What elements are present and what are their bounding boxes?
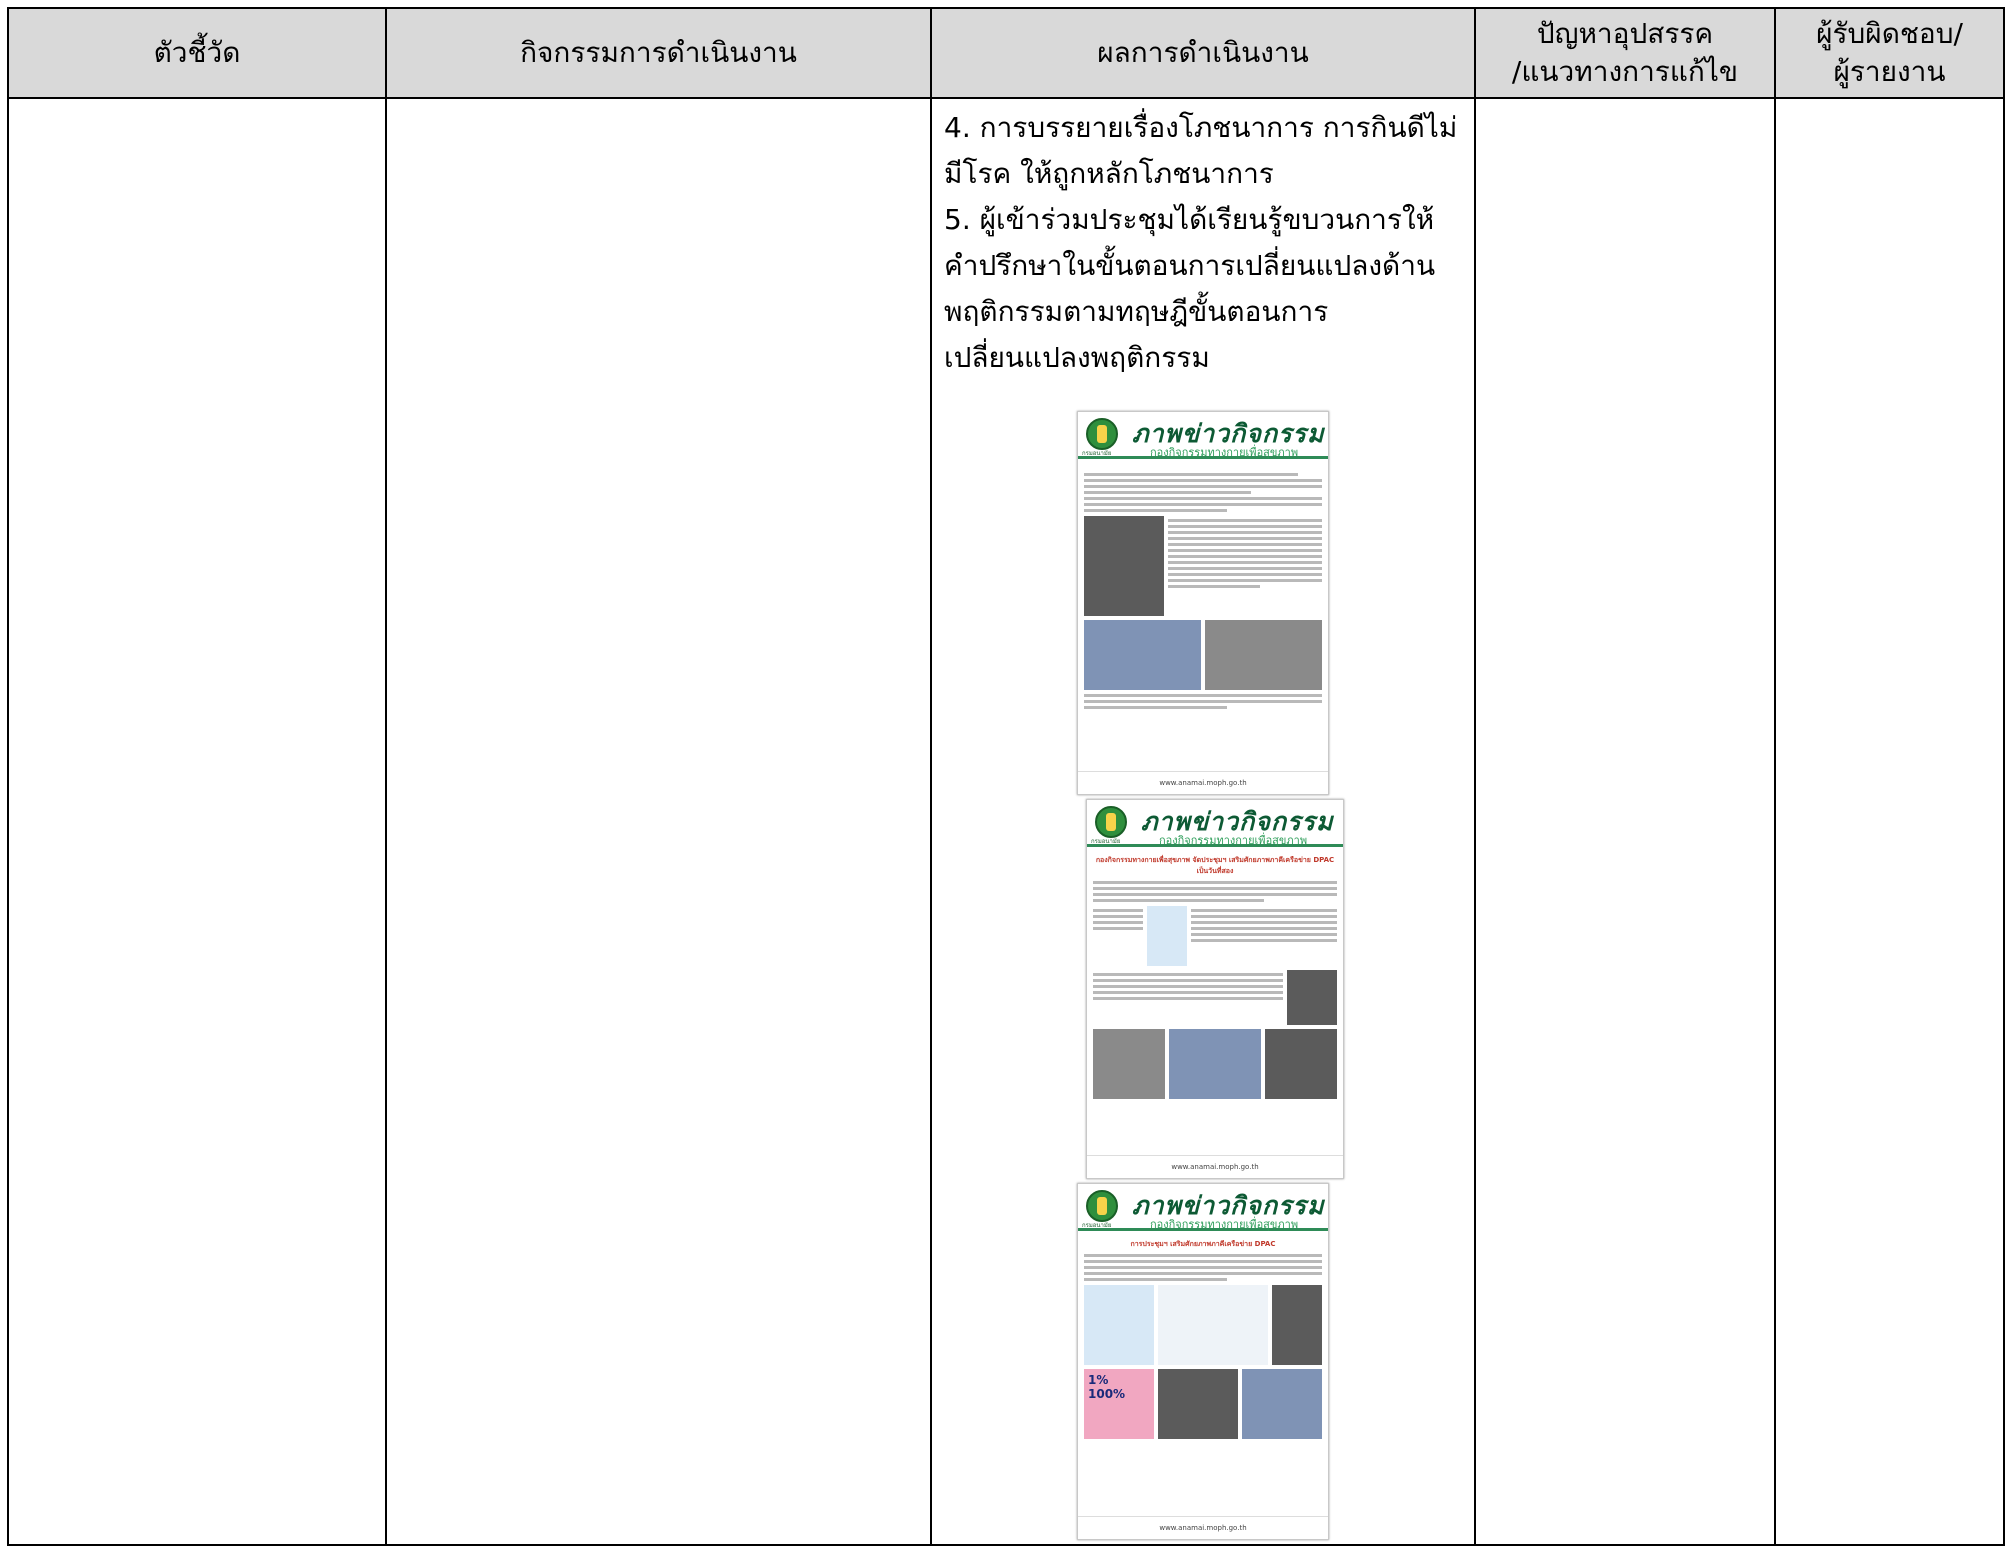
department-logo-icon bbox=[1086, 1190, 1118, 1222]
newsletter-website: www.anamai.moph.go.th bbox=[1078, 1516, 1328, 1539]
newsletter-subtitle: กองกิจกรรมทางกายเพื่อสุขภาพ bbox=[1159, 834, 1308, 847]
header-row bbox=[8, 8, 2004, 98]
newsletter-header bbox=[1078, 1184, 1328, 1231]
results-text bbox=[932, 99, 1474, 381]
header-results: ผลการดำเนินงาน bbox=[931, 8, 1475, 98]
results-line: 4. การบรรยายเรื่องโภชนาการ การกินดีไม่ bbox=[944, 111, 1458, 144]
diagram-image bbox=[1158, 1285, 1268, 1365]
header-responsible-line2: ผู้รายงาน bbox=[1833, 55, 1946, 88]
group-photo bbox=[1158, 1369, 1238, 1439]
newsletter-image-2 bbox=[1086, 799, 1344, 1179]
results-line: มีโรค ให้ถูกหลักโภชนาการ bbox=[944, 157, 1274, 190]
department-logo-icon bbox=[1095, 806, 1127, 838]
promo-percent: 1% bbox=[1088, 1373, 1109, 1387]
newsletter-header bbox=[1078, 412, 1328, 459]
cell-responsible bbox=[1775, 98, 2004, 1545]
newsletter-images bbox=[932, 411, 1474, 1544]
cell-results bbox=[931, 98, 1475, 1545]
group-photo bbox=[1169, 1029, 1262, 1099]
results-line: พฤติกรรมตามทฤษฎีขั้นตอนการ bbox=[944, 295, 1329, 328]
header-responsible-line1: ผู้รับผิดชอบ/ bbox=[1816, 17, 1963, 50]
newsletter-dept: กรมอนามัย bbox=[1082, 450, 1112, 457]
group-photo bbox=[1205, 620, 1322, 690]
header-activities: กิจกรรมการดำเนินงาน bbox=[386, 8, 931, 98]
header-problems-line2: /แนวทางการแก้ไข bbox=[1511, 55, 1739, 88]
newsletter-subtitle: กองกิจกรรมทางกายเพื่อสุขภาพ bbox=[1150, 446, 1299, 459]
newsletter-header bbox=[1087, 800, 1343, 847]
results-line: 5. ผู้เข้าร่วมประชุมได้เรียนรู้ขบวนการให้ bbox=[944, 203, 1435, 236]
results-line: คำปรึกษาในขั้นตอนการเปลี่ยนแปลงด้าน bbox=[944, 249, 1436, 282]
newsletter-image-3 bbox=[1077, 1183, 1329, 1540]
newsletter-title: ภาพข่าวกิจกรรม bbox=[1132, 419, 1325, 448]
newsletter-headline: กองกิจกรรมทางกายเพื่อสุขภาพ จัดประชุมฯ เสริมศักยภาพภาคีเครือข่าย DPAC เป็นวันที่สอง bbox=[1095, 856, 1335, 875]
speaker-photo bbox=[1147, 906, 1187, 966]
cell-problems bbox=[1475, 98, 1775, 1545]
group-photo bbox=[1265, 1029, 1337, 1099]
newsletter-dept: กรมอนามัย bbox=[1091, 838, 1121, 845]
newsletter-image-1 bbox=[1077, 411, 1329, 795]
cell-indicator bbox=[8, 98, 386, 1545]
newsletter-dept: กรมอนามัย bbox=[1082, 1222, 1112, 1229]
department-logo-icon bbox=[1086, 418, 1118, 450]
newsletter-headline: การประชุมฯ เสริมศักยภาพภาคีเครือข่าย DPAC bbox=[1130, 1240, 1276, 1248]
group-photo bbox=[1084, 620, 1201, 690]
header-problems bbox=[1475, 8, 1775, 98]
promo-percent-100: 100% bbox=[1088, 1387, 1126, 1401]
table-row bbox=[8, 98, 2004, 1545]
group-photo bbox=[1242, 1369, 1322, 1439]
promo-card bbox=[1084, 1369, 1154, 1439]
newsletter-title: ภาพข่าวกิจกรรม bbox=[1132, 1191, 1325, 1220]
newsletter-title: ภาพข่าวกิจกรรม bbox=[1141, 807, 1334, 836]
speaker-photo bbox=[1272, 1285, 1322, 1365]
header-problems-line1: ปัญหาอุปสรรค bbox=[1536, 17, 1714, 50]
newsletter-subtitle: กองกิจกรรมทางกายเพื่อสุขภาพ bbox=[1150, 1218, 1299, 1231]
speaker-photo bbox=[1287, 970, 1337, 1025]
newsletter-website: www.anamai.moph.go.th bbox=[1087, 1155, 1343, 1178]
header-responsible bbox=[1775, 8, 2004, 98]
group-photo bbox=[1093, 1029, 1165, 1099]
header-indicator: ตัวชี้วัด bbox=[8, 8, 386, 98]
info-box bbox=[1084, 1285, 1154, 1365]
cell-activities bbox=[386, 98, 931, 1545]
speaker-photo bbox=[1084, 516, 1164, 616]
newsletter-website: www.anamai.moph.go.th bbox=[1078, 771, 1328, 794]
results-line: เปลี่ยนแปลงพฤติกรรม bbox=[944, 341, 1210, 374]
report-table bbox=[7, 7, 2005, 1546]
